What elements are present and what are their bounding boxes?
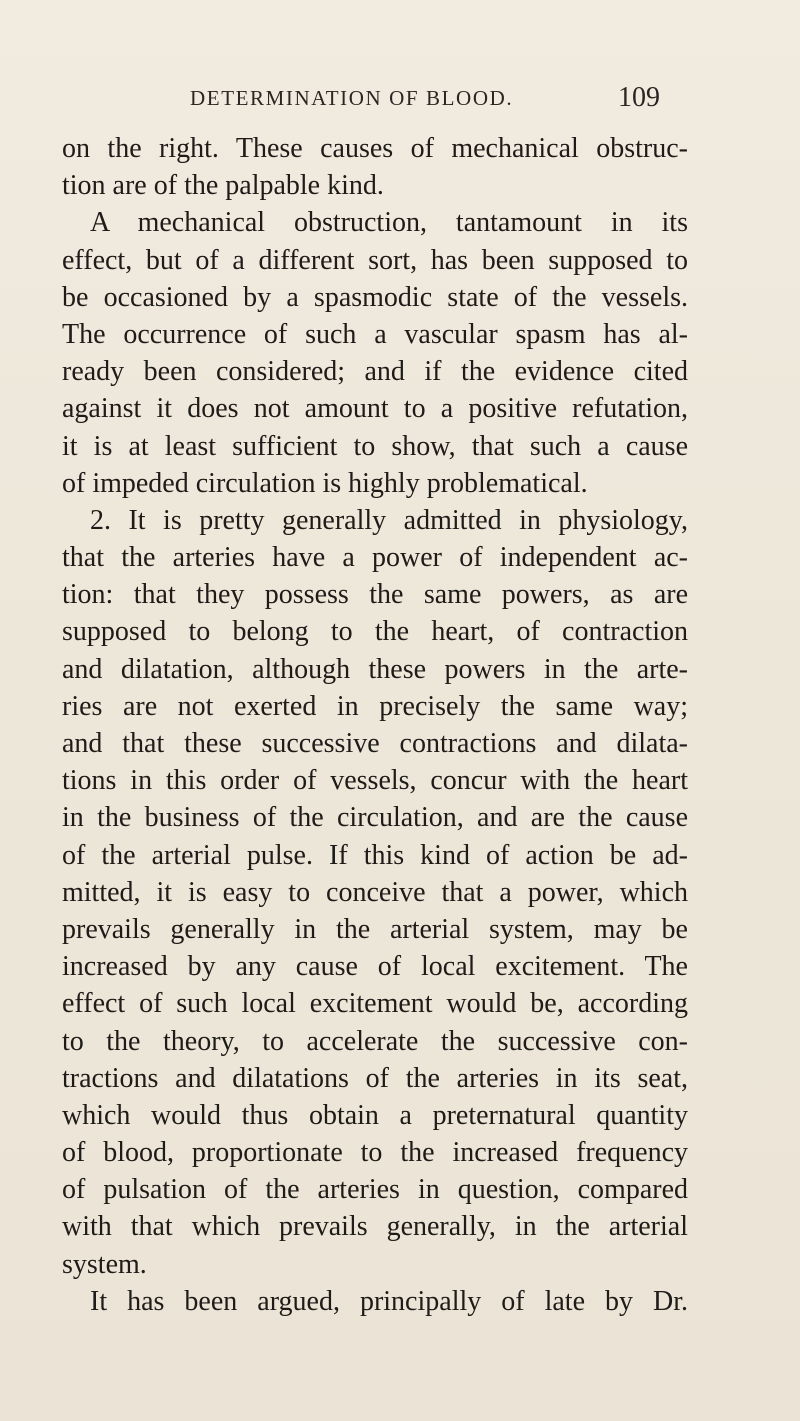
text-line: of blood, proportionate to the increased frequency: [62, 1137, 688, 1169]
text-line: it is at least sufficient to show, that such a cause: [62, 430, 688, 462]
text-line: mitted, it is easy to conceive that a power, which: [62, 876, 688, 908]
text-line: A mechanical obstruction, tantamount in its: [90, 207, 688, 239]
text-line: supposed to belong to the heart, of contraction: [62, 616, 688, 648]
text-line: tion: that they possess the same powers, as are: [62, 579, 688, 611]
text-line: The occurrence of such a vascular spasm has al-: [62, 318, 688, 350]
text-line: effect of such local excitement would be, according: [62, 988, 688, 1020]
text-line: of the arterial pulse. If this kind of action be ad-: [62, 839, 688, 871]
text-line: and dilatation, although these powers in the arte-: [62, 653, 688, 685]
text-line: ries are not exerted in precisely the same way;: [62, 690, 688, 722]
text-line: It has been argued, principally of late by Dr.: [90, 1285, 688, 1317]
text-line: of impeded circulation is highly problematical.: [62, 467, 588, 499]
text-line: increased by any cause of local excitement. The: [62, 951, 688, 983]
text-line: against it does not amount to a positive refutation,: [62, 393, 688, 425]
text-line: with that which prevails generally, in the arterial: [62, 1211, 688, 1243]
text-line: to the theory, to accelerate the successive con-: [62, 1025, 688, 1057]
running-head: [190, 82, 660, 118]
body-text: [62, 130, 688, 1320]
running-title: DETERMINATION OF BLOOD.: [190, 86, 514, 110]
text-line: in the business of the circulation, and are the cause: [62, 802, 688, 834]
text-line: 2. It is pretty generally admitted in physiology,: [90, 504, 688, 536]
text-line: effect, but of a different sort, has been supposed to: [62, 244, 688, 276]
text-line: tion are of the palpable kind.: [62, 170, 384, 202]
text-line: system.: [62, 1248, 147, 1280]
text-line: of pulsation of the arteries in question, compared: [62, 1174, 688, 1206]
text-line: tractions and dilatations of the arteries in its seat,: [62, 1062, 688, 1094]
text-line: prevails generally in the arterial system, may be: [62, 913, 688, 945]
text-line: and that these successive contractions and dilata-: [62, 728, 688, 759]
page-number: 109: [618, 82, 660, 113]
text-line: which would thus obtain a preternatural quantity: [62, 1099, 688, 1131]
text-line: ready been considered; and if the evidence cited: [62, 356, 688, 388]
text-line: tions in this order of vessels, concur with the heart: [62, 765, 688, 797]
text-line: that the arteries have a power of independent ac-: [62, 542, 688, 574]
text-line: be occasioned by a spasmodic state of the vessels.: [62, 281, 688, 313]
text-line: on the right. These causes of mechanical obstruc-: [62, 133, 688, 164]
